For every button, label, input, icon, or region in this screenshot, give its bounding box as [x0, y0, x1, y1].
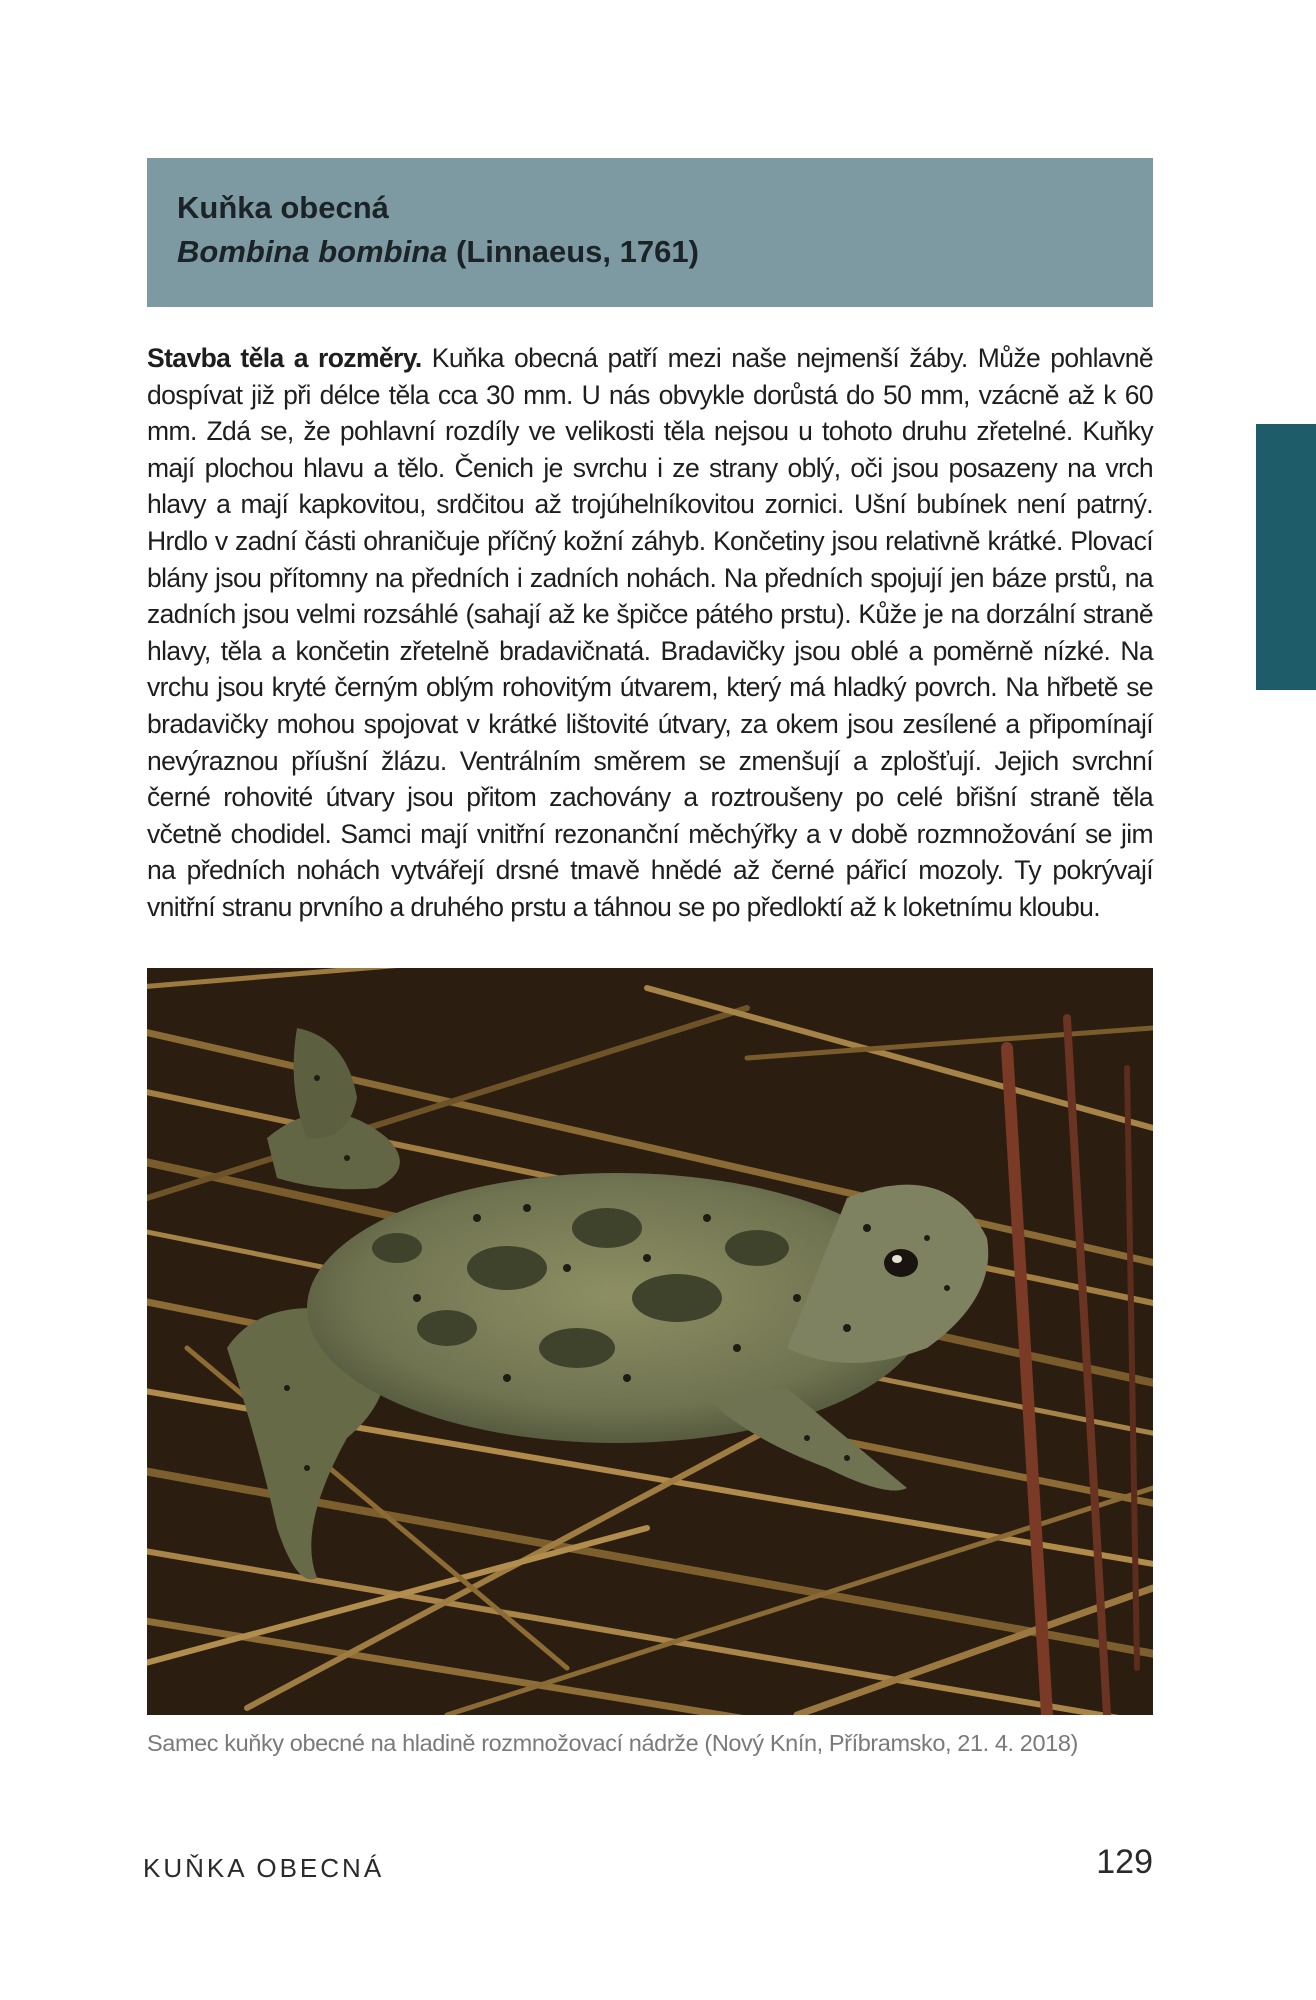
photo-caption: Samec kuňky obecné na hladině rozmnožovací nádrže (Nový Knín, Příbramsko, 21. 4. 2018): [147, 1730, 1078, 1756]
taxon-authority: (Linnaeus, 1761): [456, 234, 699, 269]
species-header: [147, 158, 1153, 307]
toad-photo: [147, 968, 1153, 1715]
running-title: KUŇKA OBECNÁ: [143, 1853, 385, 1883]
scientific-name: Bombina bombina: [177, 234, 448, 269]
paragraph-text: Kuňka obecná patří mezi naše nejmenší žáby. Může pohlavně dospívat již při délce těla cca 30 mm. U nás obvykle dorůstá do 50 mm, vzácně až k 60 mm. Zdá se, že pohlavní rozdíly ve velikosti těla nejsou u tohoto druhu zřetelné. Kuňky mají plochou hlavu a tělo. Čenich je svrchu i ze strany oblý, oči jsou posazeny na vrch hlavy a mají kapkovitou, srdčitou až trojúhelníkovitou zornici. Ušní bubínek není patrný. Hrdlo v zadní části ohraničuje příčný kožní záhyb. Končetiny jsou relativně krátké. Plovací blány jsou přítomny na předních i zadních nohách. Na předních spojují jen báze prstů, na zadních jsou velmi rozsáhlé (sahají až ke špičce pátého prstu). Kůže je na dorzální straně hlavy, těla a končetin zřetelně bradavičnatá. Bradavičky jsou oblé a poměrně nízké. Na vrchu jsou kryté černým oblým rohovitým útvarem, který má hladký povrch. Na hřbetě se bradavičky mohou spojovat v krátké lištovité útvary, za okem jsou zesílené a připomínají nevýraznou příušní žlázu. Ventrálním směrem se zmenšují a zplošťují. Jejich svrchní černé rohovité útvary jsou přitom zachovány a roztroušeny po celé břišní straně těla včetně chodidel. Samci mají vnitřní rezonanční měchýřky a v době rozmnožování se jim na předních nohách vytvářejí drsné tmavě hnědé až černé pářicí mozoly. Ty pokrývají vnitřní stranu prvního a druhého prstu a táhnou se po předloktí až k loketnímu kloubu.: [147, 343, 1153, 922]
common-name: Kuňka obecná: [177, 190, 389, 225]
body-paragraph: [147, 340, 1153, 926]
paragraph-lead: Stavba těla a rozměry.: [147, 343, 422, 373]
chapter-side-tab: [1256, 424, 1316, 690]
page-number: 129: [1096, 1843, 1153, 1881]
scientific-name-line: [177, 230, 1123, 274]
